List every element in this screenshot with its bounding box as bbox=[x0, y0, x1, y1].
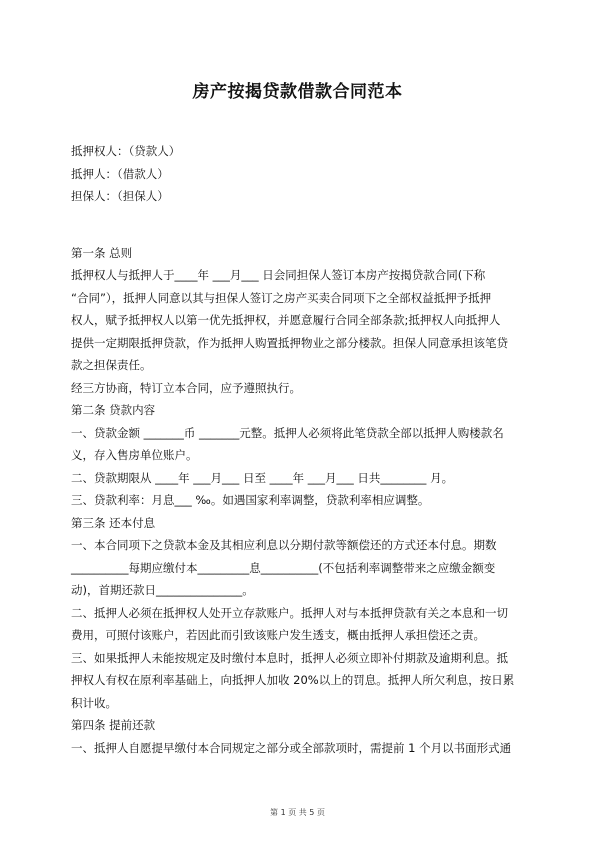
text-line: 一、本合同项下之贷款本金及其相应利息以分期付款等额偿还的方式还本付息。期数 bbox=[71, 538, 497, 552]
text-line: __________每期应缴付本_________息__________(不包括利率调整带来之应缴金额变 bbox=[71, 560, 496, 575]
text-line: 一、贷款金额 _______币 _______元整。抵押人必须将此笔贷款全部以抵押人购楼款名 bbox=[71, 425, 504, 440]
text-line: 费用，可照付该账户，若因此而引致该账户发生透支，概由抵押人承担偿还之责。 bbox=[71, 628, 485, 642]
paragraph bbox=[71, 377, 527, 400]
parties-block bbox=[71, 140, 527, 208]
text-line: 积计收。 bbox=[71, 695, 117, 710]
text-line: 三、贷款利率：月息___ ‰。如遇国家利率调整，贷款利率相应调整。 bbox=[71, 493, 430, 507]
section-2 bbox=[71, 399, 527, 512]
text-line: 二、抵押人必须在抵押权人处开立存款账户。抵押人对与本抵押贷款有关之本息和一切 bbox=[71, 605, 508, 620]
text-line: 三、如果抵押人未能按规定及时缴付本息时，抵押人必须立即补付期款及逾期利息。抵 bbox=[71, 650, 508, 665]
text-line: 动)，首期还款日_______________。 bbox=[71, 583, 254, 597]
document-body bbox=[71, 140, 527, 759]
text-line: 二、贷款期限从 ____年 ___月___ 日至 ____年 ___月___ 日共________ 月。 bbox=[71, 470, 454, 485]
paragraph bbox=[71, 602, 527, 647]
text-line: 抵押权人与抵押人于____年 ___月___ 日会同担保人签订本房产按揭贷款合同(下称 bbox=[71, 268, 486, 282]
text-line: 经三方协商，特订立本合同，应予遵照执行。 bbox=[71, 380, 301, 395]
section-1 bbox=[71, 242, 527, 400]
paragraph bbox=[71, 647, 527, 715]
paragraph bbox=[71, 422, 527, 467]
text-line: 一、抵押人自愿提早缴付本合同规定之部分或全部款项时，需提前 1 个月以书面形式通 bbox=[71, 740, 512, 755]
section-heading: 第二条 贷款内容 bbox=[71, 403, 156, 417]
paragraph bbox=[71, 534, 527, 602]
text-line: 义，存入售房单位账户。 bbox=[71, 448, 198, 462]
section-4 bbox=[71, 714, 527, 759]
party-mortgagor: 抵押人：（借款人） bbox=[71, 166, 169, 181]
paragraph bbox=[71, 467, 527, 490]
page-number-footer: 第 1 页 共 5 页 bbox=[270, 808, 325, 817]
paragraph bbox=[71, 489, 527, 512]
text-line: 权人，赋予抵押权人以第一优先抵押权，并愿意履行合同全部条款;抵押权人向抵押人 bbox=[71, 313, 501, 327]
paragraph bbox=[71, 264, 527, 377]
section-heading: 第四条 提前还款 bbox=[71, 718, 156, 732]
document-title: 房产按揭贷款借款合同范本 bbox=[192, 82, 403, 102]
text-line: “合同”），抵押人同意以其与担保人签订之房产买卖合同项下之全部权益抵押予抵押 bbox=[71, 290, 492, 305]
paragraph bbox=[71, 737, 527, 760]
party-mortgagee: 抵押权人：（贷款人） bbox=[71, 144, 181, 158]
section-3 bbox=[71, 512, 527, 715]
section-heading: 第三条 还本付息 bbox=[71, 515, 156, 530]
text-line: 押权人有权在原利率基础上，向抵押人加收 20%以上的罚息。抵押人所欠利息，按日累 bbox=[71, 673, 515, 687]
text-line: 提供一定期限抵押贷款，作为抵押人购置抵押物业之部分楼款。担保人同意承担该笔贷 bbox=[71, 335, 508, 350]
text-line: 款之担保责任。 bbox=[71, 358, 152, 372]
section-heading: 第一条 总则 bbox=[71, 245, 133, 260]
party-guarantor: 担保人：（担保人） bbox=[71, 189, 169, 203]
